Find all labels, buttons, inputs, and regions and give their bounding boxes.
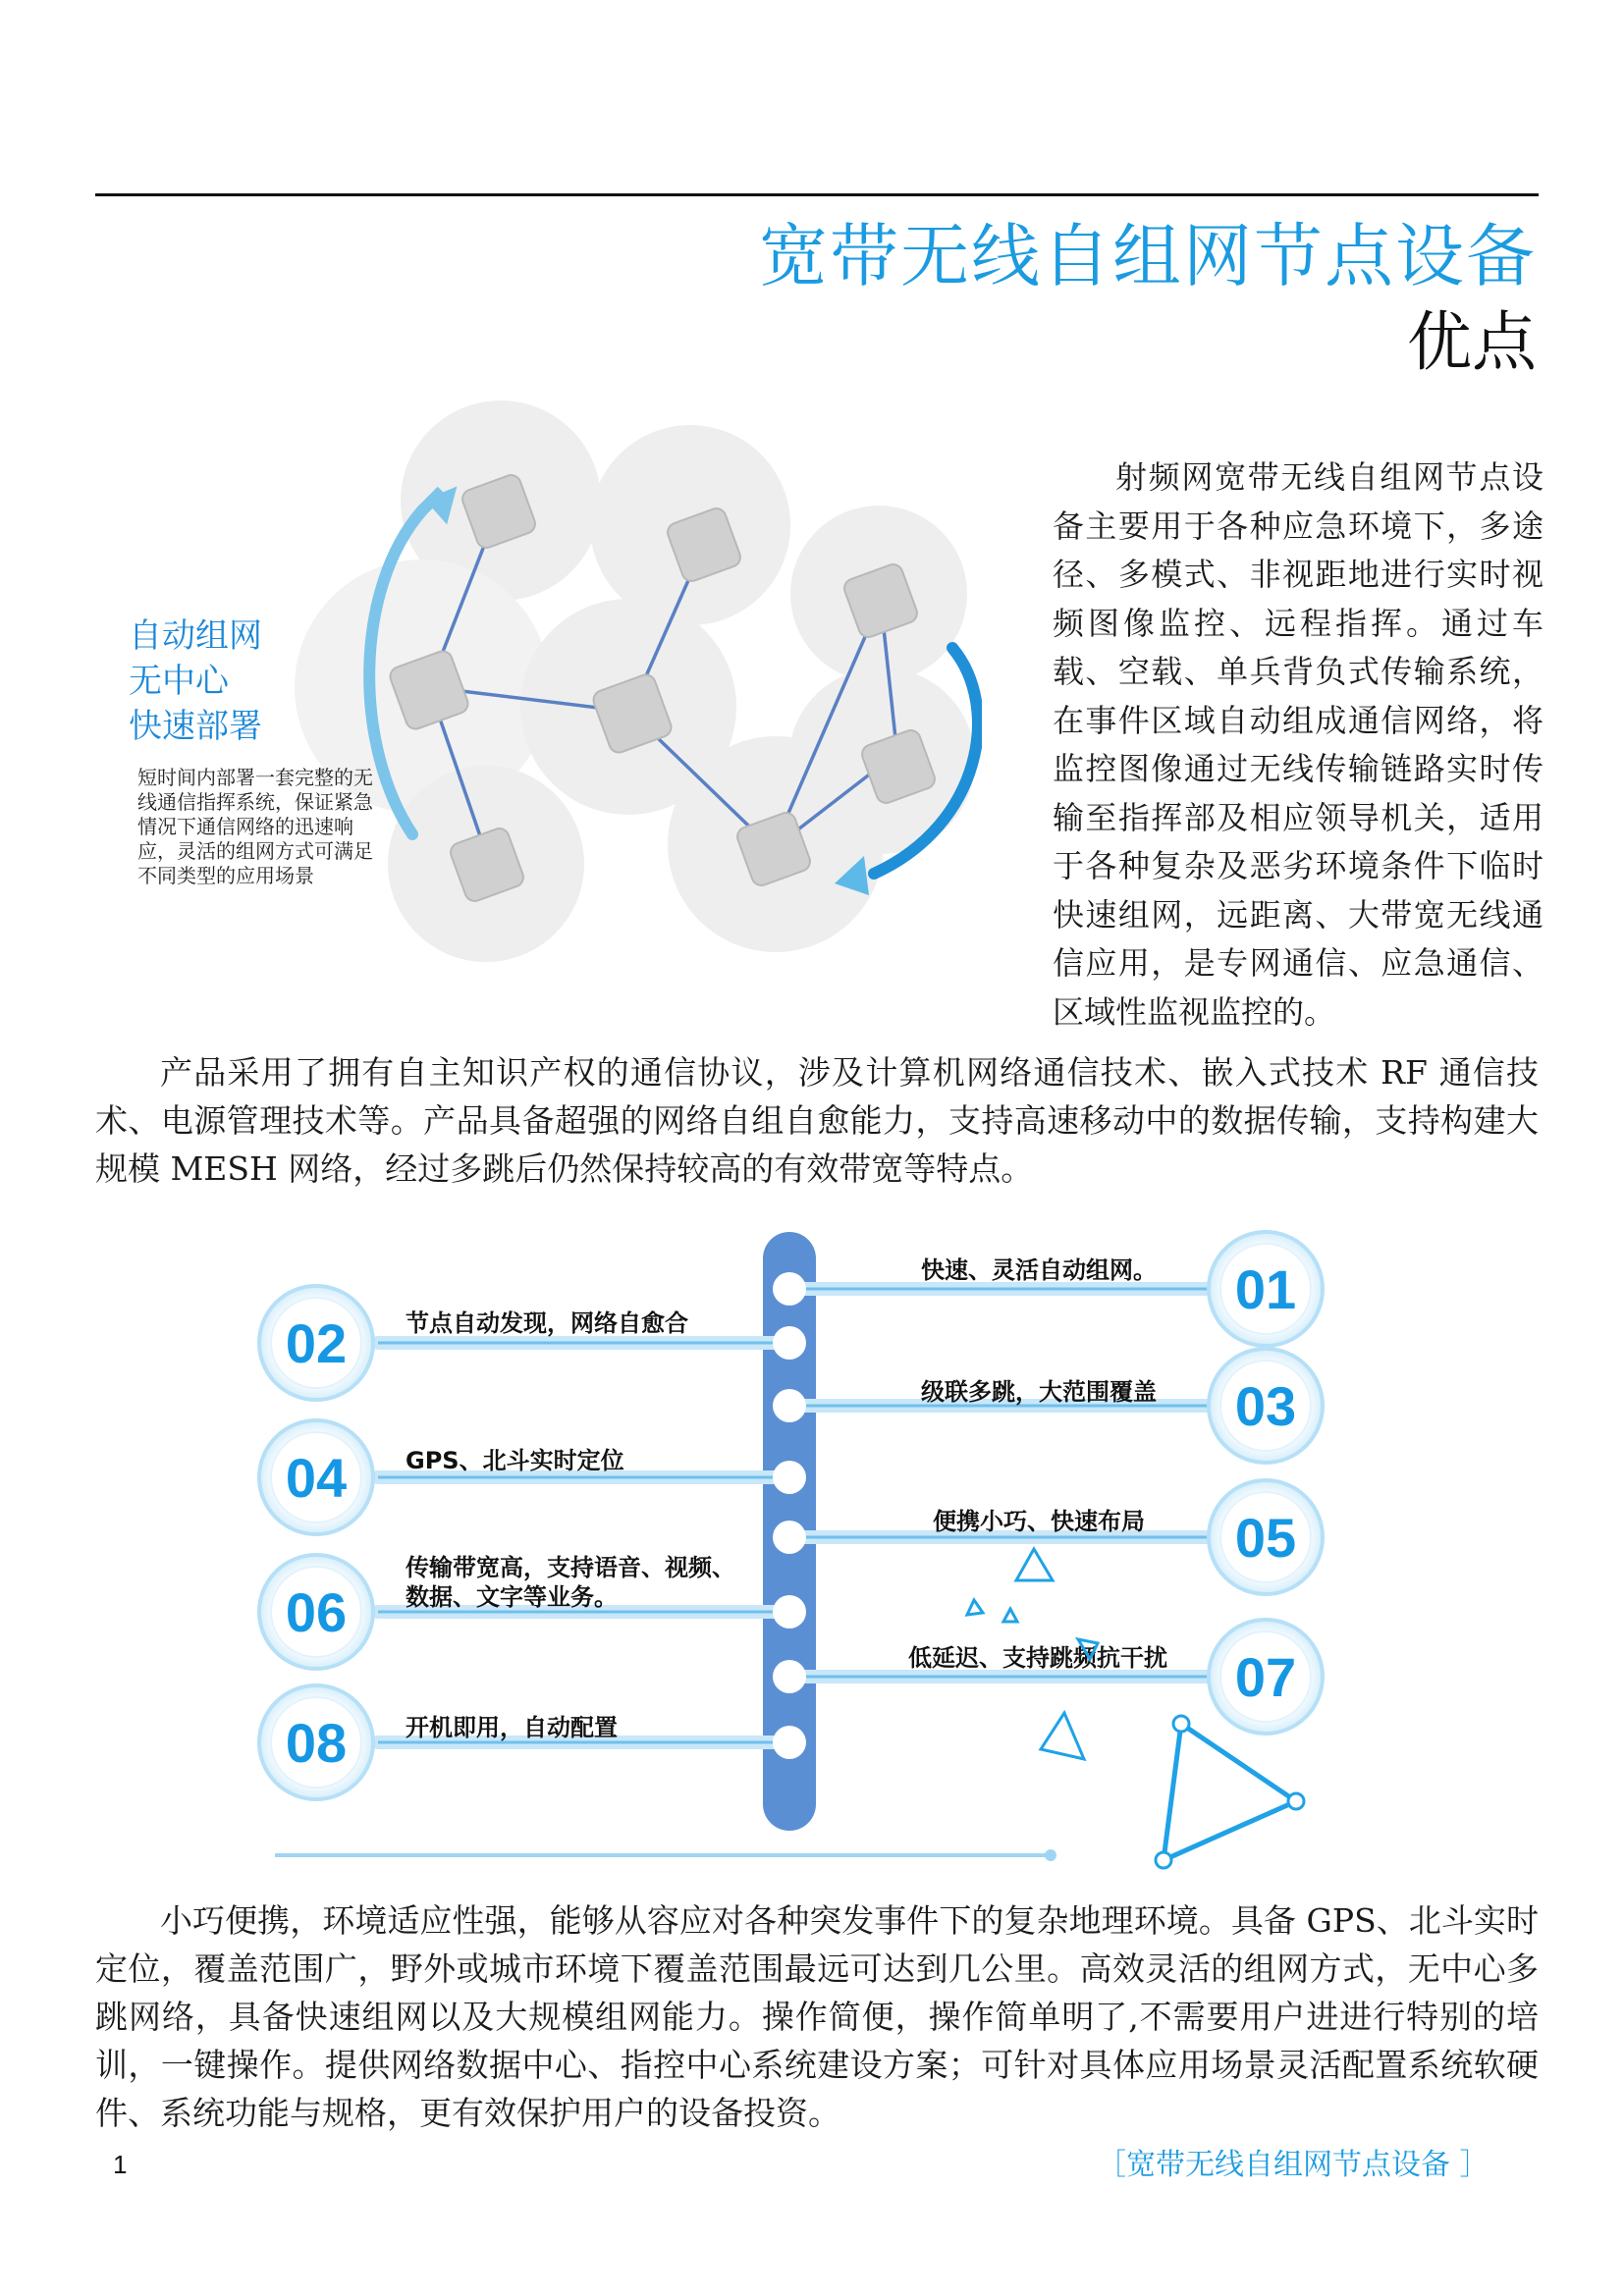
header-rule [95, 193, 1539, 196]
feature-row [259, 1554, 806, 1669]
feature-row [259, 1685, 806, 1799]
feature-number: 03 [1234, 1375, 1297, 1437]
mesh-feature: 自动组网 [129, 616, 262, 656]
feature-row [259, 1286, 806, 1400]
page-title: 宽带无线自组网节点设备 [759, 216, 1537, 296]
number-badge [1209, 1620, 1323, 1734]
number-badge [1209, 1349, 1323, 1463]
feature-label: 低延迟、支持跳频抗干扰 [908, 1644, 1167, 1672]
intro-paragraph: 射频网宽带无线自组网节点设备主要用于各种应急环境下，多途径、多模式、非视距地进行实时视频图像监控、远程指挥。通过车载、空载、单兵背负式传输系统，在事件区域自动组成通信网络，将监控图像通过无线传输链路实时传输至指挥部及相应领导机关，适用于各种复杂及恶劣环境条件下临时快速组网，远距离、大带宽无线通信应用，是专网通信、应急通信、区域性监视监控的。 [1053, 458, 1543, 1031]
feature-label: 数据、文字等业务。 [406, 1583, 618, 1611]
feature-number: 05 [1234, 1507, 1297, 1569]
feature-label: 节点自动发现，网络自愈合 [406, 1309, 688, 1337]
timeline-dot [773, 1595, 806, 1629]
feature-row [773, 1349, 1323, 1463]
feature-number: 06 [285, 1581, 348, 1643]
timeline-dot [773, 1389, 806, 1422]
feature-number: 01 [1234, 1258, 1297, 1320]
mesh-feature: 无中心 [129, 662, 229, 701]
number-badge [1209, 1232, 1323, 1346]
page-number: 1 [113, 2150, 128, 2179]
feature-label: 快速、灵活自动组网。 [921, 1256, 1157, 1284]
feature-label: 级联多跳，大范围覆盖 [921, 1378, 1157, 1406]
feature-label: 传输带宽高，支持语音、视频、 [406, 1554, 735, 1581]
number-badge [259, 1555, 373, 1669]
timeline-dot [773, 1660, 806, 1693]
feature-row [773, 1480, 1323, 1594]
timeline-dot [773, 1272, 806, 1306]
paragraph-protocol: 产品采用了拥有自主知识产权的通信协议，涉及计算机网络通信技术、嵌入式技术 RF 通信技术、电源管理技术等。产品具备超强的网络自组自愈能力，支持高速移动中的数据传输，支持构建大规模 MESH 网络，经过多跳后仍然保持较高的有效带宽等特点。 [95, 1053, 1539, 1188]
feature-number: 02 [285, 1312, 348, 1374]
mesh-feature: 快速部署 [129, 707, 262, 746]
feature-row [773, 1232, 1323, 1346]
feature-label: 便携小巧、快速布局 [933, 1508, 1145, 1535]
section-heading: 优点 [1407, 304, 1537, 380]
number-badge [1209, 1480, 1323, 1594]
timeline-dot [773, 1521, 806, 1554]
feature-number: 08 [285, 1712, 348, 1774]
footer-title: ［宽带无线自组网节点设备 ］ [1097, 2148, 1489, 2182]
number-badge [259, 1286, 373, 1400]
timeline-dot [773, 1326, 806, 1360]
mesh-feature-list [129, 614, 262, 749]
timeline-dot [773, 1726, 806, 1759]
paragraph-portable: 小巧便携，环境适应性强，能够从容应对各种突发事件下的复杂地理环境。具备 GPS、北斗实时定位，覆盖范围广，野外或城市环境下覆盖范围最远可达到几公里。高效灵活的组网方式，无中心多跳网络，具备快速组网以及大规模组网能力。操作简便，操作简单明了,不需要用户进进行特别的培训，一键操作。提供网络数据中心、指控中心系统建设方案；可针对具体应用场景灵活配置系统软硬件、系统功能与规格，更有效保护用户的设备投资。 [95, 1901, 1539, 2132]
feature-infographic [245, 1217, 1375, 1885]
feature-label: 开机即用，自动配置 [406, 1714, 618, 1741]
number-badge [259, 1420, 373, 1534]
feature-row [773, 1620, 1323, 1734]
number-badge [259, 1685, 373, 1799]
feature-label: GPS、北斗实时定位 [406, 1447, 624, 1474]
feature-number: 04 [285, 1447, 348, 1509]
mesh-description: 短时间内部署一套完整的无线通信指挥系统，保证紧急情况下通信网络的迅速响应，灵活的组网方式可满足不同类型的应用场景 [137, 766, 373, 887]
mesh-network-illustration [295, 393, 982, 982]
feature-number: 07 [1234, 1646, 1297, 1708]
timeline-dot [773, 1461, 806, 1494]
feature-row [259, 1420, 806, 1534]
